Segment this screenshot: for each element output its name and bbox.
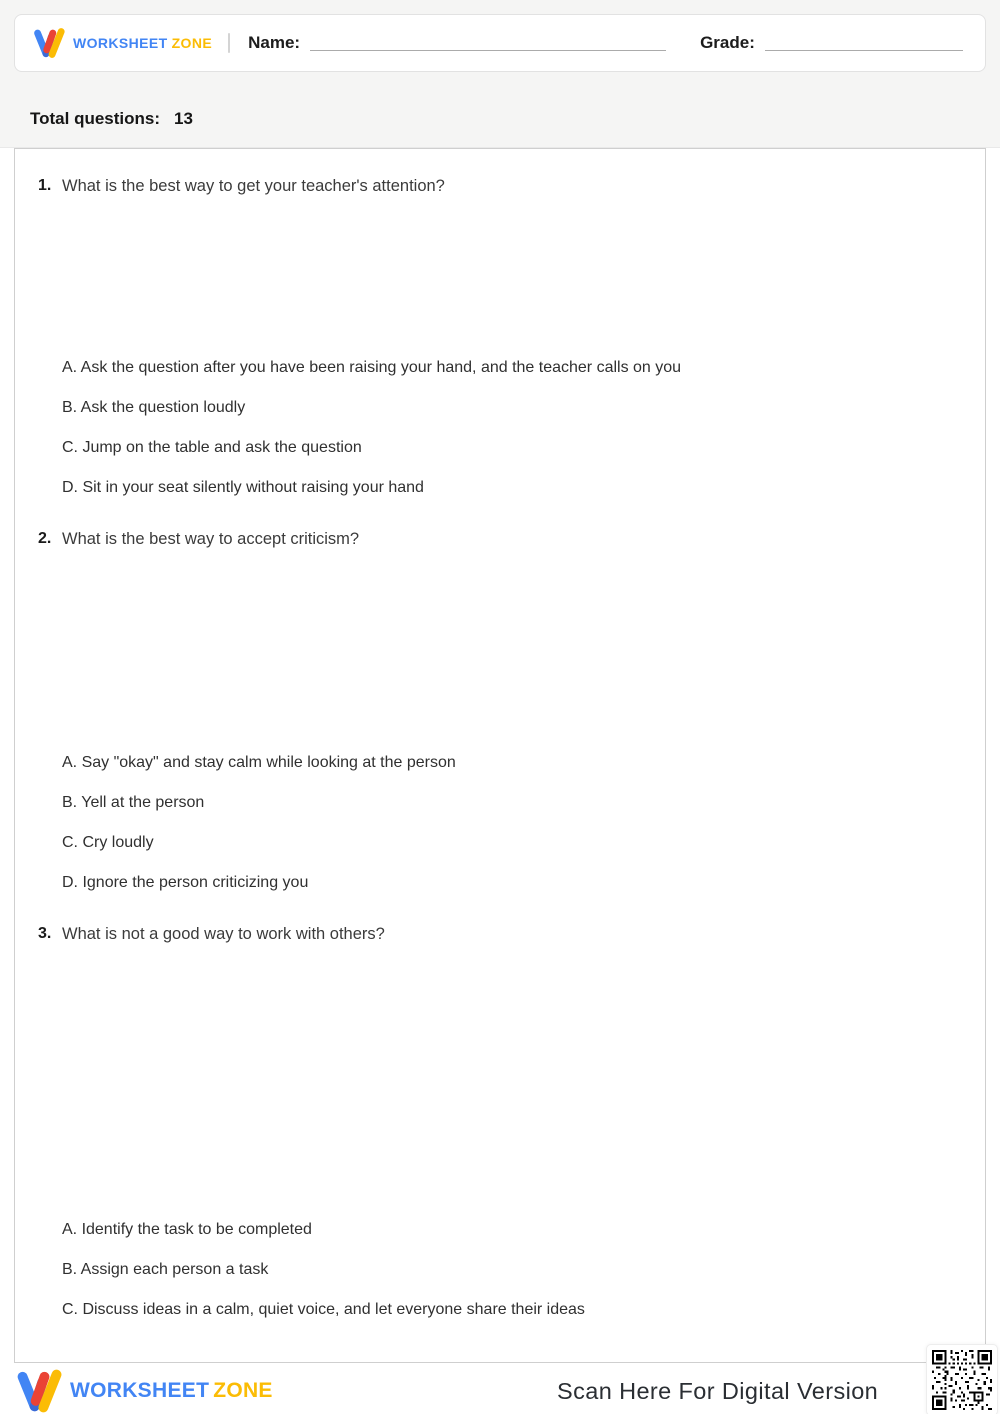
option-c: C. Jump on the table and ask the question: [62, 439, 362, 456]
total-questions-label: Total questions:: [30, 109, 161, 128]
question-text: What is not a good way to work with others?: [62, 925, 385, 943]
grade-blank-line: [765, 50, 963, 51]
name-label: Name:: [248, 33, 301, 52]
brand-word-zone: ZONE: [171, 35, 213, 51]
options-list: [62, 1219, 965, 1320]
option-c: C. Cry loudly: [62, 834, 154, 851]
question-number: 3.: [38, 925, 52, 942]
question-workspace: [38, 199, 965, 357]
question-number: 1.: [38, 177, 52, 194]
question-workspace: [38, 947, 965, 1219]
questions-container: [14, 148, 986, 1363]
brand-word-zone: ZONE: [213, 1379, 273, 1402]
footer-brand-logo: [16, 1368, 273, 1414]
question-number: 2.: [38, 530, 52, 547]
scan-here-text: Scan Here For Digital Version: [557, 1378, 879, 1404]
option-b: B. Assign each person a task: [62, 1261, 269, 1278]
options-list: [62, 752, 965, 893]
option-d: D. Sit in your seat silently without raising your hand: [62, 479, 424, 496]
name-blank-line: [310, 50, 666, 51]
question-block-3: [38, 921, 965, 1320]
total-questions-row: [30, 109, 193, 129]
option-b: B. Ask the question loudly: [62, 399, 246, 416]
option-c: C. Discuss ideas in a calm, quiet voice, and let everyone share their ideas: [62, 1301, 585, 1318]
question-text: What is the best way to get your teacher's attention?: [62, 177, 445, 195]
footer-brand-name: [70, 1379, 273, 1403]
header-card: [14, 14, 986, 72]
option-d: D. Ignore the person criticizing you: [62, 874, 309, 891]
option-b: B. Yell at the person: [62, 794, 205, 811]
question-workspace: [38, 552, 965, 752]
qr-code: [926, 1344, 998, 1414]
grade-label: Grade:: [700, 33, 755, 52]
option-a: A. Ask the question after you have been raising your hand, and the teacher calls on you: [62, 359, 682, 376]
worksheetzone-logo-icon: [16, 1368, 62, 1414]
question-heading: [38, 526, 965, 552]
question-heading: [38, 921, 965, 947]
question-heading: [38, 173, 965, 199]
question-block-2: [38, 526, 965, 893]
brand-word-worksheet: WORKSHEET: [73, 35, 168, 51]
brand-name: [73, 35, 212, 51]
question-block-1: [38, 173, 965, 498]
option-a: A. Identify the task to be completed: [62, 1221, 312, 1238]
question-text: What is the best way to accept criticism?: [62, 530, 360, 548]
total-questions-value: 13: [174, 109, 193, 128]
brand-logo: [33, 27, 212, 59]
worksheetzone-logo-icon: [33, 27, 65, 59]
options-list: [62, 357, 965, 498]
header-divider: [228, 33, 230, 53]
brand-word-worksheet: WORKSHEET: [70, 1379, 210, 1402]
option-a: A. Say "okay" and stay calm while looking at the person: [62, 754, 456, 771]
